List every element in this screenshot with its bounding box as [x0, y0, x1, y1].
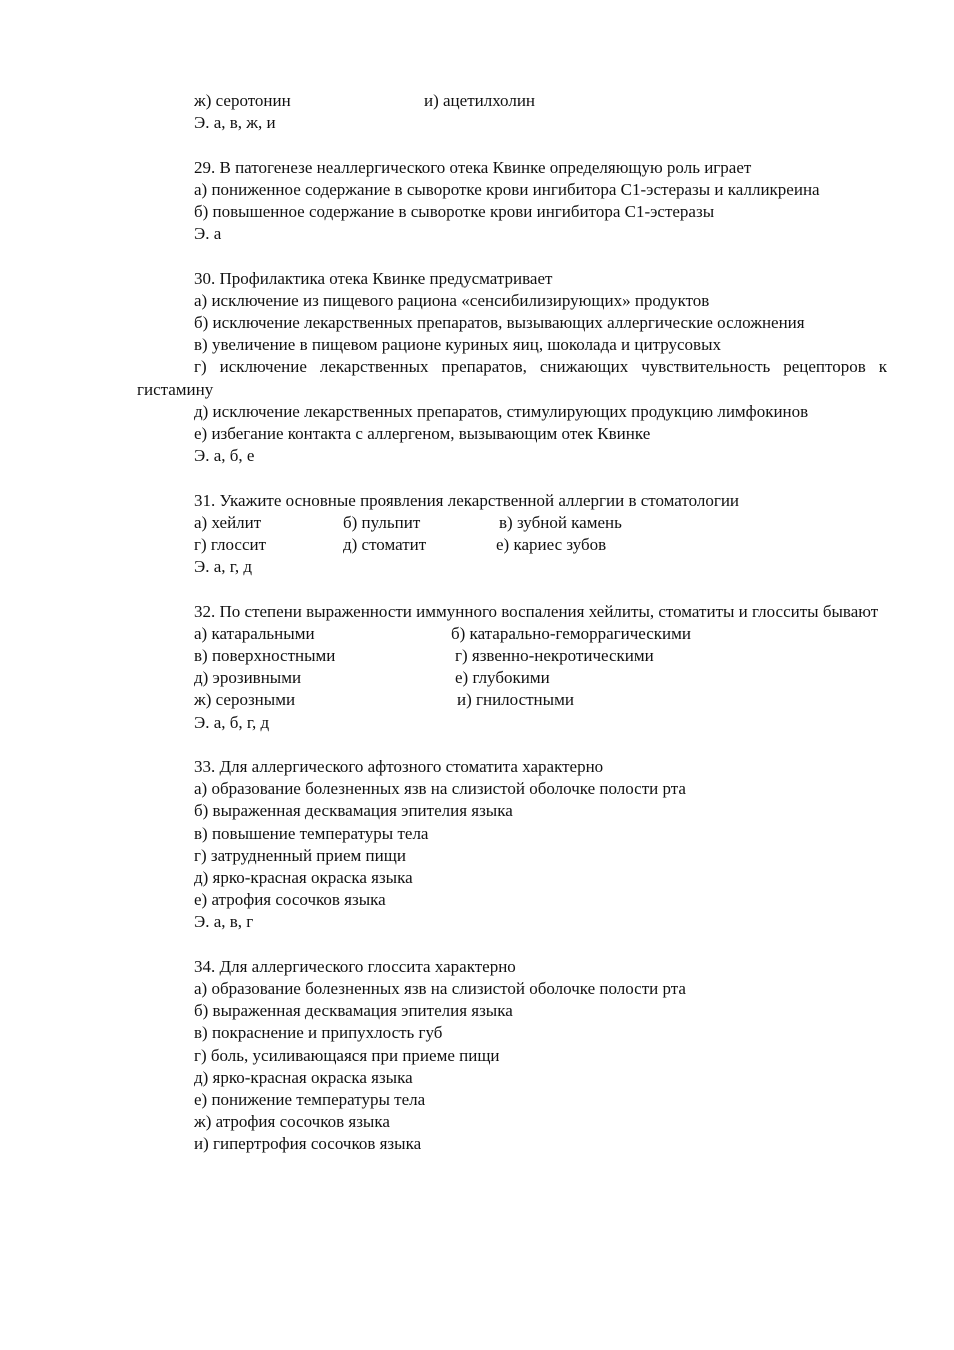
q31-option-a: а) хейлит [194, 512, 262, 532]
option-zh: ж) серотонин [194, 91, 291, 110]
question-31: 31. Укажите основные проявления лекарственной аллергии в стоматологии [194, 490, 740, 510]
q31-option-e: д) стоматит [343, 534, 427, 554]
q33-answer: Э. а, в, г [194, 912, 254, 932]
answer-key: Э. а, в, ж, и [194, 113, 276, 133]
q32-option-d: г) язвенно-некротическими [455, 645, 654, 665]
question-30: 30. Профилактика отека Квинке предусматривает [194, 268, 553, 288]
q29-answer: Э. а [194, 224, 222, 244]
q34-option: е) понижение температуры тела [194, 1089, 426, 1109]
q33-option: г) затрудненный прием пищи [194, 845, 406, 865]
q30-option-c: в) увеличение в пищевом рационе куриных яиц, шоколада и цитрусовых [194, 335, 721, 355]
question-32: 32. По степени выраженности иммунного воспаления хейлиты, стоматиты и глосситы бывают [194, 601, 879, 621]
q32-answer: Э. а, б, г, д [194, 712, 270, 732]
option-row [137, 90, 887, 112]
q33-option: д) ярко-красная окраска языка [194, 867, 413, 887]
q32-option-row [137, 623, 887, 645]
q32-option-f: е) глубокими [455, 668, 550, 688]
q34-option: д) ярко-красная окраска языка [194, 1067, 413, 1087]
q31-answer: Э. а, г, д [194, 557, 252, 577]
q30-option-d: г) исключение лекарственных препаратов, снижающих чувствительность рецепторов к гистамину [137, 357, 887, 399]
question-33: 33. Для аллергического афтозного стоматита характерно [194, 756, 604, 776]
q30-option-b: б) исключение лекарственных препаратов, вызывающих аллергические осложнения [194, 312, 805, 332]
q30-option-e: д) исключение лекарственных препаратов, стимулирующих продукцию лимфокинов [194, 401, 809, 421]
q29-option-a: а) пониженное содержание в сыворотке крови ингибитора С1-эстеразы и калликреина [194, 179, 820, 199]
q29-option-b: б) повышенное содержание в сыворотке крови ингибитора С1-эстеразы [194, 201, 715, 221]
q34-option: в) покраснение и припухлость губ [194, 1023, 443, 1043]
q32-option-c: в) поверхностными [194, 645, 336, 665]
q33-option: е) атрофия сосочков языка [194, 890, 386, 910]
q32-option-g: ж) серозными [194, 690, 296, 710]
q34-option: ж) атрофия сосочков языка [194, 1112, 390, 1132]
q33-option: б) выраженная десквамация эпителия языка [194, 801, 513, 821]
q30-option-a: а) исключение из пищевого рациона «сенсибилизирующих» продуктов [194, 290, 710, 310]
q32-option-b: б) катарально-геморрагическими [451, 623, 691, 643]
q31-option-b: б) пульпит [343, 512, 421, 532]
q32-option-a: а) катаральными [194, 623, 315, 643]
option-i: и) ацетилхолин [424, 91, 536, 110]
q34-option: а) образование болезненных язв на слизистой оболочке полости рта [194, 978, 686, 998]
q31-option-c: в) зубной камень [499, 512, 622, 532]
q33-option: а) образование болезненных язв на слизистой оболочке полости рта [194, 779, 686, 799]
q31-option-row-1 [137, 512, 887, 534]
q34-option: и) гипертрофия сосочков языка [194, 1134, 422, 1154]
q31-option-f: е) кариес зубов [496, 534, 607, 554]
q32-option-h: и) гнилостными [457, 690, 574, 710]
q31-option-row-2 [137, 534, 887, 556]
q32-option-row [137, 689, 887, 711]
question-34: 34. Для аллергического глоссита характерно [194, 956, 516, 976]
question-29: 29. В патогенезе неаллергического отека Квинке определяющую роль играет [194, 157, 752, 177]
q30-option-f: е) избегание контакта с аллергеном, вызывающим отек Квинке [194, 424, 651, 443]
q32-option-row [137, 645, 887, 667]
q33-option: в) повышение температуры тела [194, 823, 429, 843]
q34-option: г) боль, усиливающаяся при приеме пищи [194, 1045, 500, 1065]
document-page [137, 90, 887, 1156]
q32-option-e: д) эрозивными [194, 668, 302, 688]
q32-option-row [137, 667, 887, 689]
q30-answer: Э. а, б, е [194, 446, 255, 466]
q34-option: б) выраженная десквамация эпителия языка [194, 1001, 513, 1021]
q31-option-d: г) глоссит [194, 534, 267, 554]
